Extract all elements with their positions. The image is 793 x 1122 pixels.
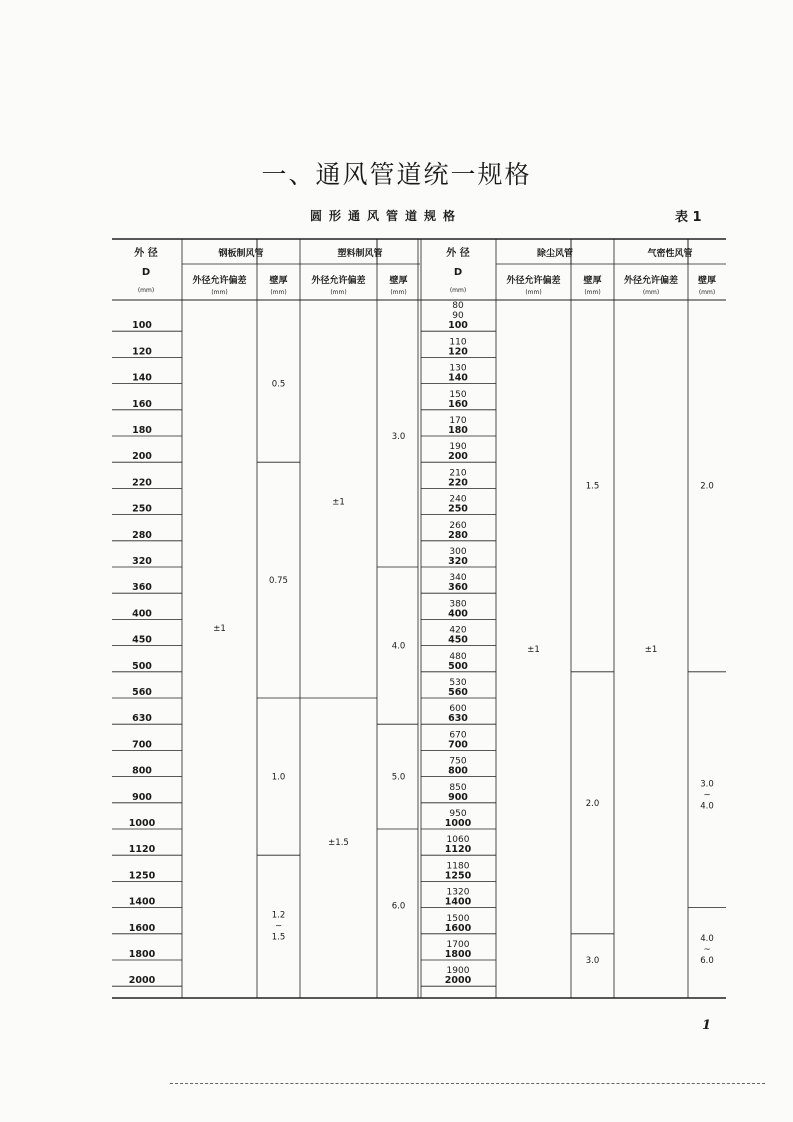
diameter-mid-sub: 300 <box>449 547 467 557</box>
diameter-mid-sub: 340 <box>449 573 467 584</box>
header-unit: (mm) <box>390 289 407 296</box>
diameter-mid-main: 630 <box>448 713 468 725</box>
diameter-mid-sub: 80 <box>452 301 464 312</box>
header-unit: (mm) <box>698 289 716 296</box>
diameter-mid-sub: 1180 <box>446 861 470 872</box>
header-unit: (mm) <box>270 289 287 296</box>
header-unit: (mm) <box>642 289 660 296</box>
header-dust-duct: 除尘风管 <box>536 249 574 259</box>
diameter-mid-main: 1400 <box>444 896 472 908</box>
diameter-mid-sub: 190 <box>449 442 467 453</box>
diameter-mid-sub: 1500 <box>446 913 470 924</box>
dust-thickness-value: 3.0 <box>585 956 600 966</box>
header-thickness: 壁厚 <box>697 276 717 286</box>
header-diameter: 外 径 <box>446 248 470 259</box>
diameter-left-cell: 120 <box>132 346 152 358</box>
diameter-left-cell: 100 <box>132 320 152 332</box>
diameter-mid-main: 1120 <box>444 844 472 856</box>
airtight-tolerance-value: ±1 <box>644 645 658 655</box>
diameter-mid-main: 900 <box>448 791 468 803</box>
plastic-thickness-value: 3.0 <box>391 432 406 442</box>
steel-thickness-value: 0.75 <box>269 576 288 587</box>
steel-thickness-value-line: ~ <box>274 921 283 932</box>
plastic-tolerance-value: ±1 <box>332 497 345 508</box>
diameter-left-cell: 1000 <box>128 818 156 829</box>
diameter-mid-main: 1000 <box>444 818 472 829</box>
plastic-tolerance-value: ±1.5 <box>328 838 349 849</box>
diameter-left-cell: 320 <box>132 556 152 567</box>
diameter-mid-main: 220 <box>448 477 468 489</box>
diameter-mid-sub: 210 <box>449 468 467 479</box>
table-title: 圆形通风管道规格 <box>310 209 463 223</box>
diameter-left-cell: 560 <box>132 687 152 698</box>
diameter-left-cell: 140 <box>132 372 152 384</box>
diameter-mid-sub: 950 <box>449 809 467 819</box>
diameter-mid-main: 1250 <box>444 870 472 882</box>
diameter-mid-main: 1600 <box>444 922 472 934</box>
diameter-mid-sub: 670 <box>449 730 467 741</box>
header-unit: (mm) <box>211 289 228 296</box>
header-thickness: 壁厚 <box>583 276 602 286</box>
diameter-mid-main: 180 <box>448 425 468 436</box>
header-diameter-symbol: D <box>141 267 151 278</box>
dust-thickness-value: 2.0 <box>585 798 600 809</box>
dust-tolerance-value: ±1 <box>527 645 540 655</box>
header-unit: (mm) <box>137 287 155 294</box>
diameter-mid-main: 450 <box>448 634 468 646</box>
diameter-left-cell: 1400 <box>128 896 156 908</box>
diameter-mid-main: 400 <box>448 608 468 620</box>
diameter-left-cell: 450 <box>132 634 152 646</box>
diameter-mid-sub: 260 <box>449 520 467 531</box>
diameter-mid-sub: 750 <box>449 756 467 767</box>
header-airtight-duct: 气密性风管 <box>647 249 693 259</box>
diameter-left-cell: 200 <box>132 451 152 463</box>
page-title: 一、通风管道统一规格 <box>261 160 532 189</box>
diameter-mid-sub: 110 <box>449 337 467 348</box>
diameter-mid-main: 1800 <box>444 949 472 960</box>
header-tolerance: 外径允许偏差 <box>506 276 561 286</box>
header-unit: (mm) <box>449 287 467 294</box>
diameter-mid-sub: 420 <box>449 625 467 636</box>
airtight-thickness-value-line: 3.0 <box>700 779 714 790</box>
header-tolerance: 外径允许偏差 <box>623 276 679 286</box>
plastic-thickness-value: 5.0 <box>391 772 406 783</box>
steel-thickness-value-line: 1.5 <box>271 932 286 943</box>
diameter-left-cell: 1600 <box>128 922 156 934</box>
header-tolerance: 外径允许偏差 <box>192 276 247 286</box>
header-unit: (mm) <box>584 289 601 296</box>
diameter-mid-main: 500 <box>448 660 468 672</box>
dust-thickness-value: 1.5 <box>585 481 600 492</box>
diameter-mid-sub: 480 <box>449 651 467 662</box>
diameter-mid-main: 800 <box>448 765 468 777</box>
diameter-mid-main: 200 <box>448 451 468 463</box>
diameter-mid-main: 100 <box>448 320 468 332</box>
header-unit: (mm) <box>330 289 347 296</box>
diameter-mid-main: 320 <box>448 556 468 567</box>
header-plastic-duct: 塑料制风管 <box>337 249 383 259</box>
diameter-mid-main: 280 <box>448 529 468 541</box>
diameter-mid-main: 140 <box>448 372 468 384</box>
diameter-mid-sub: 130 <box>449 363 467 374</box>
plastic-thickness-value: 4.0 <box>391 641 406 652</box>
diameter-mid-sub: 1900 <box>446 966 470 977</box>
diameter-left-cell: 280 <box>132 529 152 541</box>
diameter-left-cell: 1250 <box>128 870 156 882</box>
diameter-mid-sub: 1320 <box>446 887 470 898</box>
header-unit: (mm) <box>525 289 542 296</box>
diameter-left-cell: 250 <box>132 503 152 515</box>
header-thickness: 壁厚 <box>389 276 408 286</box>
header-tolerance: 外径允许偏差 <box>311 276 366 286</box>
diameter-mid-sub: 380 <box>449 599 467 610</box>
diameter-mid-sub: 240 <box>449 494 467 505</box>
diameter-mid-main: 120 <box>448 346 468 358</box>
diameter-left-cell: 400 <box>132 608 152 620</box>
diameter-mid-main: 250 <box>448 503 468 515</box>
diameter-mid-sub: 90 <box>452 311 464 322</box>
diameter-mid-sub: 530 <box>449 678 467 688</box>
diameter-left-cell: 2000 <box>128 975 156 987</box>
header-thickness: 壁厚 <box>269 276 288 286</box>
header-steel-duct: 钢板制风管 <box>218 249 264 259</box>
header-diameter: 外 径 <box>134 248 158 259</box>
steel-thickness-value-line: 1.2 <box>271 910 286 921</box>
diameter-left-cell: 160 <box>132 398 152 410</box>
diameter-left-cell: 500 <box>132 660 152 672</box>
steel-thickness-value: 0.5 <box>271 379 286 390</box>
table-number: 表 1 <box>675 210 702 225</box>
diameter-left-cell: 220 <box>132 477 152 489</box>
airtight-thickness-value-line: ~ <box>703 790 711 801</box>
diameter-left-cell: 360 <box>132 582 152 594</box>
diameter-mid-main: 160 <box>448 398 468 410</box>
diameter-mid-main: 700 <box>448 739 468 751</box>
diameter-mid-sub: 600 <box>449 704 467 715</box>
diameter-mid-sub: 170 <box>449 416 467 426</box>
diameter-mid-sub: 850 <box>449 782 467 793</box>
plastic-thickness-value: 6.0 <box>391 901 406 912</box>
diameter-left-cell: 630 <box>132 713 152 725</box>
footer-rule <box>170 1083 765 1084</box>
diameter-left-cell: 700 <box>132 739 152 751</box>
diameter-left-cell: 180 <box>132 425 152 436</box>
diameter-mid-main: 2000 <box>444 975 472 987</box>
diameter-mid-sub: 1700 <box>446 940 470 950</box>
airtight-thickness-value-line: ~ <box>703 944 711 955</box>
page-number: 1 <box>702 1018 712 1033</box>
steel-tolerance-value: ±1 <box>213 624 226 634</box>
diameter-left-cell: 1800 <box>128 949 156 960</box>
diameter-left-cell: 1120 <box>128 844 156 856</box>
diameter-mid-main: 560 <box>448 687 468 698</box>
diameter-mid-main: 360 <box>448 582 468 594</box>
diameter-mid-sub: 150 <box>449 389 467 400</box>
diameter-left-cell: 900 <box>132 791 152 803</box>
airtight-thickness-value: 2.0 <box>700 481 714 492</box>
diameter-mid-sub: 1060 <box>446 835 470 846</box>
diameter-left-cell: 800 <box>132 765 152 777</box>
airtight-thickness-value-line: 4.0 <box>700 933 714 944</box>
airtight-thickness-value-line: 4.0 <box>700 801 714 812</box>
header-diameter-symbol: D <box>453 267 463 278</box>
steel-thickness-value: 1.0 <box>271 772 286 783</box>
airtight-thickness-value-line: 6.0 <box>700 955 714 966</box>
